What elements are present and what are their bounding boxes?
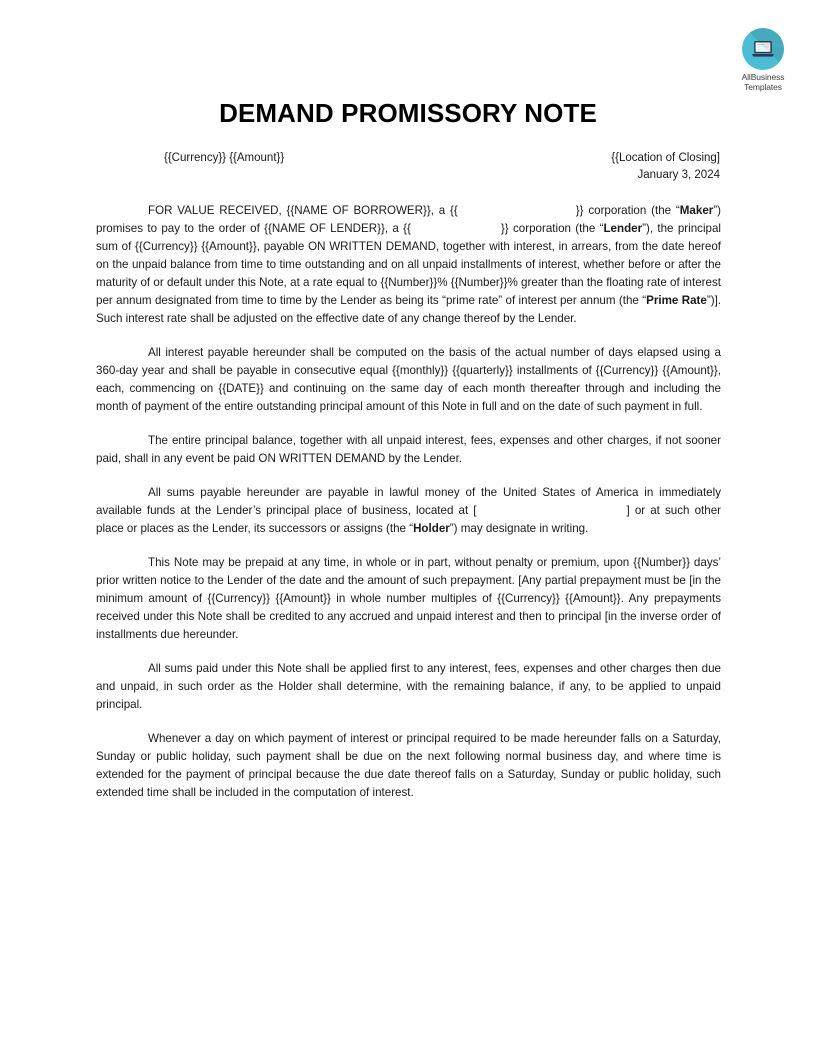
p4-seg2: ] or at such other place or places as the Lender, its successors or assigns (the “ [96,504,722,535]
paragraph-7 [96,730,721,802]
p1-seg6: ”)]. Such interest rate shall be adjusted on the effective date of any change thereof by the Lender. [96,294,722,325]
paragraph-5 [96,554,721,644]
logo-label-line1: AllBusiness [741,72,785,82]
paragraph-1 [96,202,721,328]
laptop-icon [742,28,784,70]
paragraph-6 [96,660,721,714]
p1-seg3: ”) promises to pay to the order of {{NAME OF LENDER}}, a {{ [96,204,722,235]
p1-bold-lender: Lender [603,222,643,235]
document-body [96,202,721,818]
p1-bold-maker: Maker [679,204,714,217]
header-location: {{Location of Closing] [611,152,720,164]
p2-text: All interest payable hereunder shall be computed on the basis of the actual number of days elapsed using a 360-day year and shall be payable in consecutive equal {{monthly}} {{quarterly}} installments of {{Currency}} {{Amount}}, each, commencing on {{DATE}} and continuing on the same day of each month thereafter through and including the month of payment of the entire outstanding principal amount of this Note in full and on the date of such payment in full. [96,346,721,413]
p3-text: The entire principal balance, together with all unpaid interest, fees, expenses and other charges, if not sooner paid, shall in any event be paid ON WRITTEN DEMAND by the Lender. [96,434,721,465]
page-title: DEMAND PROMISSORY NOTE [219,98,597,128]
p1-bold-prime-rate: Prime Rate [646,294,707,307]
allbusiness-templates-logo [728,28,798,92]
p5-text: This Note may be prepaid at any time, in whole or in part, without penalty or premium, upon {{Number}} days’ prior written notice to the Lender of the date and the amount of such prepayment. [Any partial prepayment must be [in the minimum amount of {{Currency}} {{Amount}} in whole number multiples of {{Currency}} {{Amount}}. Any prepayments received under this Note shall be credited to any accrued and unpaid interest and then to principal [in the inverse order of installments due hereunder. [96,556,721,641]
p4-seg1: All sums payable hereunder are payable in lawful money of the United States of America in immediately available funds at the Lender’s principal place of business, located at [ [96,486,721,517]
header-date: January 3, 2024 [637,169,720,181]
paragraph-4 [96,484,721,538]
p6-text: All sums paid under this Note shall be applied first to any interest, fees, expenses and other charges then due and unpaid, in such order as the Holder shall determine, with the remaining balance, if any, to be applied to unpaid principal. [96,662,721,711]
logo-label-line2: Templates [744,82,782,92]
p1-seg4: }} corporation (the “ [500,222,604,235]
paragraph-3 [96,432,721,468]
p1-seg5: ”), the principal sum of {{Currency}} {{Amount}}, payable ON WRITTEN DEMAND, together with interest, in arrears, from the date hereof on the unpaid balance from time to time outstanding and on all unpaid installments of interest, whether before or after the maturity of or default under this Note, at a rate equal to {{Number}}% {{Number}}% greater than the floating rate of interest per annum designated from time to time by the Lender as being its “prime rate” of interest per annum (the “ [96,222,721,307]
paragraph-2 [96,344,721,416]
p4-bold-holder: Holder [413,522,450,535]
p1-seg2: }} corporation (the “ [575,204,680,217]
header-amount: {{Currency}} {{Amount}} [164,152,285,164]
p4-seg3: ”) may designate in writing. [449,522,589,535]
p1-seg1: FOR VALUE RECEIVED, {{NAME OF BORROWER}}, a {{ [148,204,458,217]
logo-label [728,72,798,92]
p7-text: Whenever a day on which payment of interest or principal required to be made hereunder falls on a Saturday, Sunday or public holiday, such payment shall be due on the next following normal business day, and where time is extended for the payment of principal because the due date thereof falls on a Saturday, Sunday or public holiday, such extended time shall be included in the computation of interest. [96,732,721,799]
header-location-date [611,150,720,184]
